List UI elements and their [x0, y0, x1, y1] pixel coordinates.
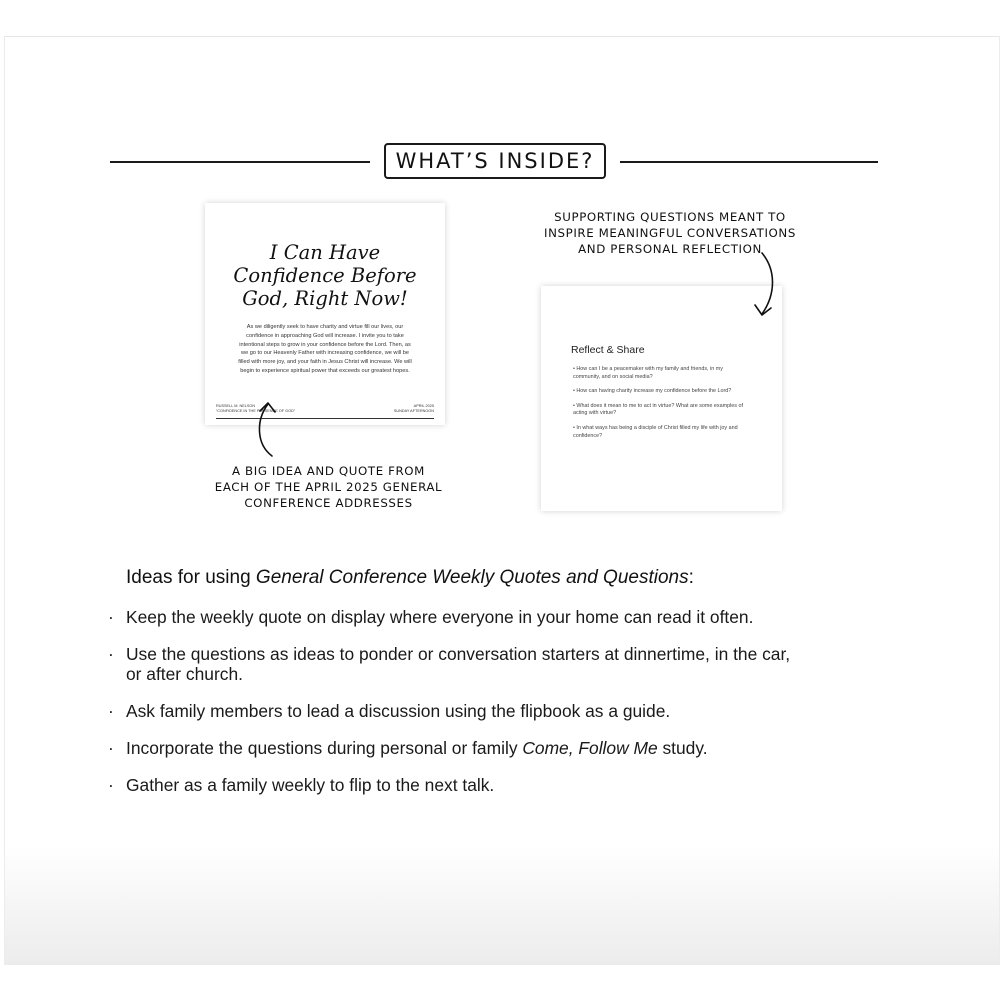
attribution-speaker-name: RUSSELL M. NELSON: [216, 404, 256, 408]
section-title: WHAT’S INSIDE?: [384, 143, 606, 179]
reflect-question: [573, 425, 763, 440]
header-rule-left: [110, 161, 370, 163]
idea-text-continued: or after church.: [126, 664, 243, 684]
ideas-heading-title: General Conference Weekly Quotes and Questions: [255, 567, 689, 588]
reflect-question-line: • What does it mean to me to act in virtue? What are some examples of: [573, 402, 743, 409]
ideas-heading-suffix: :: [688, 567, 694, 588]
ideas-heading: [126, 567, 694, 589]
reflect-question-line: community, and on social media?: [573, 373, 653, 380]
bullet-icon: ·: [108, 607, 114, 627]
reflect-questions: [573, 366, 763, 447]
quote-title-line: God, Right Now!: [242, 287, 408, 310]
annotation-line: AND PERSONAL REFLECTION: [578, 242, 762, 256]
annotation-line: A BIG IDEA AND QUOTE FROM: [232, 464, 425, 478]
arrow-up-icon: [248, 398, 288, 460]
idea-text-end: study.: [657, 738, 708, 758]
attribution-session: [394, 404, 434, 414]
quote-title-line: Confidence Before: [233, 264, 417, 287]
ideas-list: [108, 607, 908, 812]
reflect-question-line: • How can I be a peacemaker with my family and friends, in my: [573, 366, 723, 372]
quote-body-line: we go to our Heavenly Father with increasing confidence, we will be: [241, 350, 409, 357]
reflect-heading: Reflect & Share: [571, 344, 645, 356]
idea-item: [108, 644, 908, 684]
reflect-question: [573, 403, 763, 418]
quote-body-line: confidence in approaching God will increase. I invite you to take: [246, 332, 404, 339]
idea-text: Keep the weekly quote on display where everyone in your home can read it often.: [126, 607, 754, 627]
quote-body-line: begin to experience spiritual power that exceeds our greatest hopes.: [240, 367, 410, 374]
bullet-icon: ·: [108, 701, 114, 721]
quote-title-line: I Can Have: [269, 241, 381, 264]
quote-body-line: filled with more joy, and your faith in Jesus Christ will increase. We will: [238, 359, 412, 366]
reflect-question: [573, 366, 763, 381]
reflect-question: [573, 388, 763, 396]
attribution-session-name: SUNDAY AFTERNOON: [393, 409, 434, 413]
quote-card: [205, 203, 445, 425]
annotation-line: EACH OF THE APRIL 2025 GENERAL: [214, 480, 443, 494]
quote-body: [229, 323, 421, 376]
idea-text: Use the questions as ideas to ponder or conversation starters at dinnertime, in the car,: [126, 644, 791, 664]
attribution-date: APRIL 2025: [413, 404, 434, 408]
quote-title: [205, 241, 445, 310]
idea-item: [108, 701, 908, 721]
bullet-icon: ·: [108, 644, 114, 664]
idea-text: Gather as a family weekly to flip to the next talk.: [126, 775, 495, 795]
annotation-line: CONFERENCE ADDRESSES: [244, 496, 413, 510]
reflect-question-line: confidence?: [573, 432, 603, 439]
bottom-fade: [5, 845, 999, 965]
bullet-icon: ·: [108, 738, 114, 758]
idea-text: Ask family members to lead a discussion using the flipbook as a guide.: [126, 701, 671, 721]
idea-text: Incorporate the questions during personal or family: [126, 738, 523, 758]
reflect-question-line: • How can having charity increase my confidence before the Lord?: [573, 388, 732, 395]
bullet-icon: ·: [108, 775, 114, 795]
idea-item: [108, 607, 908, 627]
arrow-down-icon: [742, 250, 782, 322]
reflect-question-line: • In what ways has being a disciple of Christ filled my life with joy and: [573, 424, 738, 431]
quote-body-line: intentional steps to grow in your confidence before the Lord. Then, as: [239, 341, 411, 348]
idea-text-emphasis: Come, Follow Me: [522, 738, 658, 758]
annotation-line: SUPPORTING QUESTIONS MEANT TO: [554, 210, 786, 224]
attribution-talk-title: “CONFIDENCE IN THE PRESENCE OF GOD”: [216, 409, 296, 413]
quote-body-line: As we diligently seek to have charity and virtue fill our lives, our: [246, 324, 404, 330]
ideas-heading-prefix: Ideas for using: [126, 567, 256, 588]
idea-item: [108, 775, 908, 795]
header-rule-right: [620, 161, 878, 163]
annotation-line: INSPIRE MEANINGFUL CONVERSATIONS: [544, 226, 796, 240]
annotation-quote: [196, 463, 461, 511]
reflect-question-line: acting with virtue?: [573, 410, 617, 417]
idea-item: [108, 738, 908, 758]
